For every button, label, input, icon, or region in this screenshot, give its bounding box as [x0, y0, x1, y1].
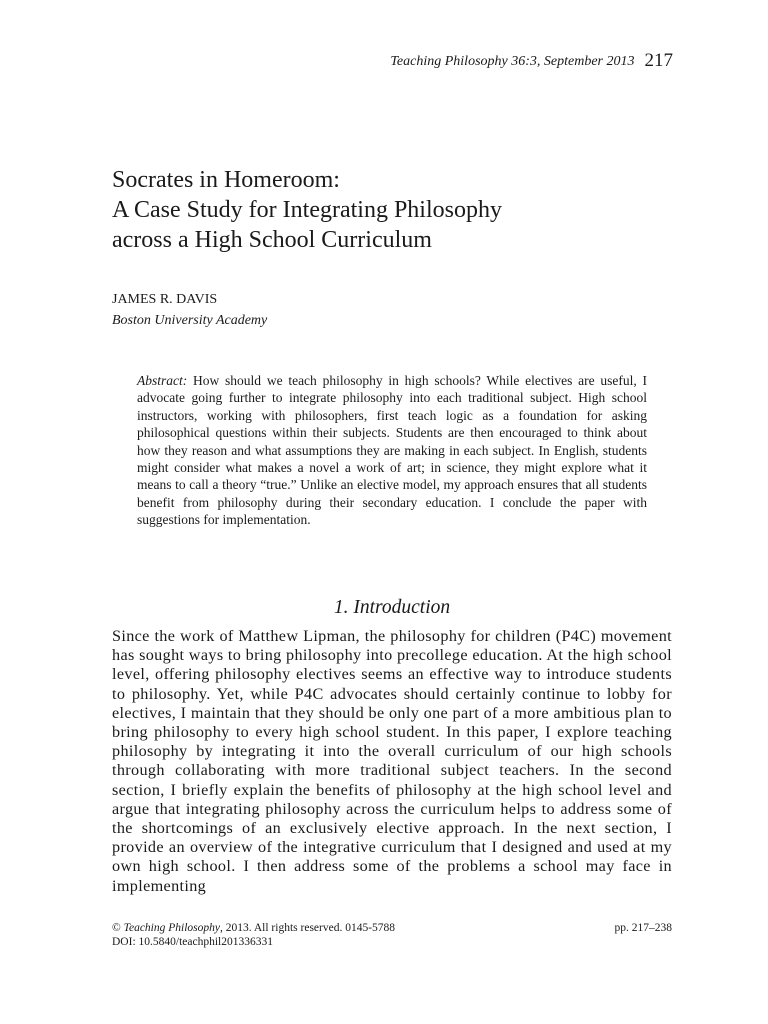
title-line-2: A Case Study for Integrating Philosophy [112, 197, 502, 223]
copyright-line [112, 921, 672, 935]
author-name: JAMES R. DAVIS [112, 292, 218, 307]
page-range: pp. 217–238 [614, 922, 672, 934]
page-footer [112, 921, 672, 949]
section-body: Since the work of Matthew Lipman, the philosophy for children (P4C) movement has sought ways to bring philosophy into precollege education. At the high school level, offering philosophy electives seems an effective way to introduce students to philosophy. Yet, while P4C advocates should certainly continue to lobby for electives, I maintain that they should be only one part of a more ambitious plan to bring philosophy to every high school student. In this paper, I explore teaching philosophy by integrating it into the overall curriculum of our high schools through collaborating with more traditional subject teachers. In the second section, I briefly explain the benefits of philosophy at the high school level and argue that integrating philosophy across the curriculum helps to address some of the shortcomings of an exclusively elective approach. In the next section, I provide an overview of the integrative curriculum that I designed and used at my own high school. I then address some of the problems a school may face in implementing [112, 627, 672, 895]
abstract-text: How should we teach philosophy in high schools? While electives are useful, I advocate going further to integrate philosophy into each traditional subject. High school instructors, working with philosophers, first teach logic as a foundation for asking philosophical questions within their subjects. Students are then encouraged to think about how they reason and what assumptions they are making in each subject. In English, students might consider what makes a novel a work of art; in science, they might explore what it means to call a theory “true.” Unlike an elective model, my approach ensures that all students benefit from philosophy during their secondary education. I conclude the paper with suggestions for implementation. [137, 373, 648, 528]
abstract-label: Abstract: [137, 373, 188, 388]
journal-citation: Teaching Philosophy 36:3, September 2013 [390, 54, 635, 69]
author-block [112, 289, 267, 331]
footer-journal-name: Teaching Philosophy [123, 922, 220, 934]
title-line-3: across a High School Curriculum [112, 227, 432, 253]
article-title [112, 165, 672, 255]
running-head [390, 50, 673, 72]
page-number: 217 [644, 50, 673, 71]
copyright-text: , 2013. All rights reserved. 0145-5788 [220, 922, 396, 934]
section-heading: 1. Introduction [333, 597, 451, 618]
author-affiliation: Boston University Academy [112, 313, 268, 328]
doi: DOI: 10.5840/teachphil201336331 [112, 936, 273, 948]
copyright-symbol: © [112, 922, 121, 934]
title-line-1: Socrates in Homeroom: [112, 167, 340, 193]
abstract [137, 372, 647, 529]
